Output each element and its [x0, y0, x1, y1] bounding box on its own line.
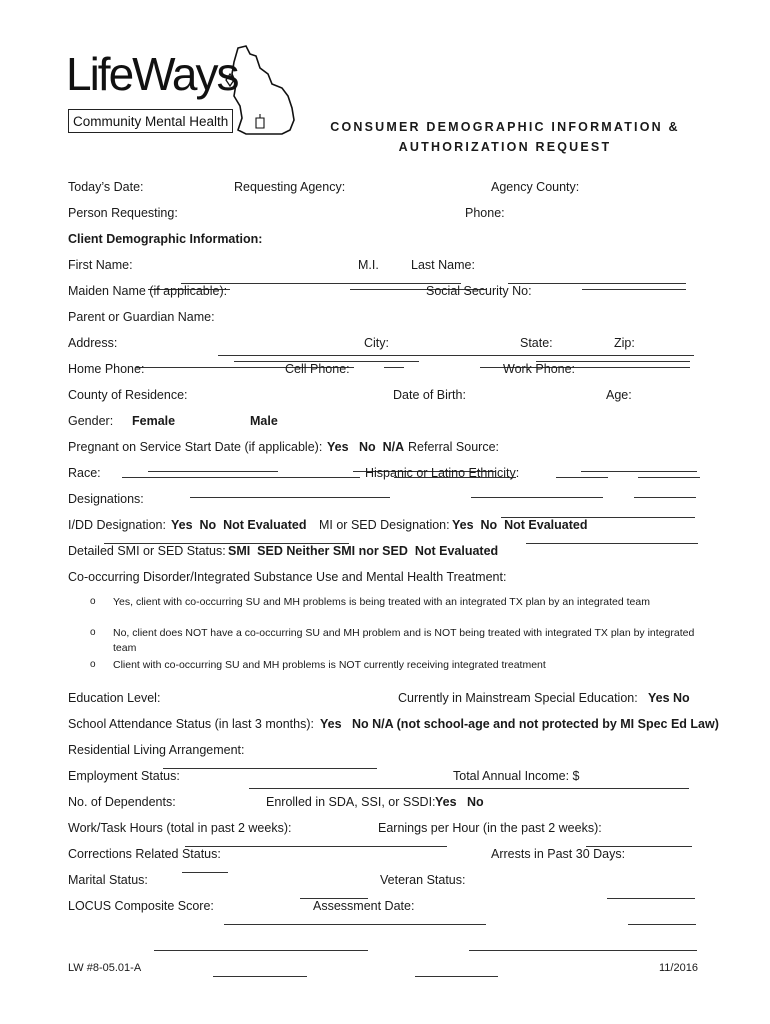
gender-label: Gender:: [68, 414, 114, 428]
zip-label: Zip:: [614, 336, 635, 350]
designations-label: Designations:: [68, 492, 144, 506]
corrections-label: Corrections Related Status:: [68, 847, 221, 861]
form-date: 11/2016: [659, 962, 698, 974]
residential-label: Residential Living Arrangement:: [68, 743, 245, 757]
form-title-line2: AUTHORIZATION REQUEST: [398, 140, 612, 154]
todays-date-label: Today’s Date:: [68, 180, 144, 194]
logo-name: LifeWays: [66, 48, 238, 100]
age-label: Age:: [606, 388, 632, 402]
address-field[interactable]: [122, 477, 360, 478]
age-field[interactable]: [634, 497, 696, 498]
smi-status-options[interactable]: SMI SED Neither SMI nor SED Not Evaluated: [228, 544, 499, 558]
work-hours-label: Work/Task Hours (total in past 2 weeks):: [68, 821, 292, 835]
hispanic-field[interactable]: [526, 543, 698, 544]
dependents-label: No. of Dependents:: [68, 795, 176, 809]
cell-phone-label: Cell Phone:: [285, 362, 350, 376]
assessment-date-field[interactable]: [415, 976, 498, 977]
locus-field[interactable]: [213, 976, 307, 977]
agency-county-field[interactable]: [582, 289, 686, 290]
home-phone-field[interactable]: [148, 471, 278, 472]
ssn-label: Social Security No:: [426, 284, 532, 298]
zip-field[interactable]: [638, 477, 700, 478]
dob-label: Date of Birth:: [393, 388, 466, 402]
assessment-date-label: Assessment Date:: [313, 899, 415, 913]
pregnant-options[interactable]: Yes No N/A: [327, 440, 405, 454]
work-phone-field[interactable]: [581, 471, 697, 472]
arrests-field[interactable]: [628, 924, 696, 925]
mi-label: M.I.: [358, 258, 379, 272]
county-residence-label: County of Residence:: [68, 388, 188, 402]
state-field[interactable]: [556, 477, 608, 478]
logo-subtitle: Community Mental Health: [68, 109, 233, 133]
enrolled-label: Enrolled in SDA, SSI, or SSDI:: [266, 795, 436, 809]
school-attendance-label: School Attendance Status (in last 3 months):: [68, 717, 314, 731]
residential-field[interactable]: [249, 788, 689, 789]
gender-female-option[interactable]: Female: [132, 414, 176, 428]
agency-county-label: Agency County:: [491, 180, 580, 194]
state-label: State:: [520, 336, 553, 350]
income-label: Total Annual Income: $: [453, 769, 580, 783]
mi-field[interactable]: [384, 367, 404, 368]
mi-sed-options[interactable]: Yes No Not Evaluated: [452, 518, 588, 532]
mainstream-label: Currently in Mainstream Special Education:: [398, 691, 638, 705]
idd-label: I/DD Designation:: [68, 518, 166, 532]
idd-options[interactable]: Yes No Not Evaluated: [171, 518, 307, 532]
school-attendance-options[interactable]: Yes No N/A (not school-age and not protected by MI Spec Ed Law): [320, 717, 719, 731]
hispanic-label: Hispanic or Latino Ethnicity:: [365, 466, 520, 480]
cooccurring-bullet-2[interactable]: o: [90, 627, 96, 638]
cooccurring-bullet-3[interactable]: o: [90, 659, 96, 670]
maiden-name-label: Maiden Name (if applicable):: [68, 284, 228, 298]
smi-status-label: Detailed SMI or SED Status:: [68, 544, 226, 558]
form-number: LW #8-05.01-A: [68, 962, 142, 974]
phone-label: Phone:: [465, 206, 505, 220]
dob-field[interactable]: [471, 497, 603, 498]
veteran-field[interactable]: [469, 950, 697, 951]
cooccurring-option-3: Client with co-occurring SU and MH problems is NOT currently receiving integrated treatment: [113, 659, 546, 671]
marital-label: Marital Status:: [68, 873, 148, 887]
dependents-field[interactable]: [182, 872, 228, 873]
gender-male-option[interactable]: Male: [250, 414, 278, 428]
cooccurring-label: Co-occurring Disorder/Integrated Substance Use and Mental Health Treatment:: [68, 570, 507, 584]
city-label: City:: [364, 336, 389, 350]
employment-label: Employment Status:: [68, 769, 180, 783]
locus-label: LOCUS Composite Score:: [68, 899, 214, 913]
race-label: Race:: [68, 466, 101, 480]
parent-guardian-field[interactable]: [218, 355, 694, 356]
arrests-label: Arrests in Past 30 Days:: [491, 847, 626, 861]
last-name-label: Last Name:: [411, 258, 475, 272]
corrections-field[interactable]: [224, 924, 486, 925]
requesting-agency-label: Requesting Agency:: [234, 180, 346, 194]
address-label: Address:: [68, 336, 118, 350]
veteran-label: Veteran Status:: [380, 873, 466, 887]
county-residence-field[interactable]: [190, 497, 390, 498]
mi-sed-label: MI or SED Designation:: [319, 518, 450, 532]
form-title-line1: CONSUMER DEMOGRAPHIC INFORMATION &: [330, 120, 680, 134]
home-phone-label: Home Phone:: [68, 362, 145, 376]
parent-guardian-label: Parent or Guardian Name:: [68, 310, 215, 324]
mainstream-options[interactable]: Yes No: [648, 691, 690, 705]
employment-field[interactable]: [185, 846, 447, 847]
education-label: Education Level:: [68, 691, 161, 705]
michigan-map-icon: [216, 44, 306, 139]
cooccurring-bullet-1[interactable]: o: [90, 596, 96, 607]
cooccurring-option-1: Yes, client with co-occurring SU and MH problems is being treated with an integrated TX plan by an integrated team: [113, 596, 650, 608]
phone-field[interactable]: [508, 283, 686, 284]
first-name-label: First Name:: [68, 258, 133, 272]
referral-source-label: Referral Source:: [408, 440, 500, 454]
education-field[interactable]: [163, 768, 377, 769]
earnings-label: Earnings per Hour (in the past 2 weeks):: [378, 821, 602, 835]
pregnant-label: Pregnant on Service Start Date (if applicable):: [68, 440, 323, 454]
work-phone-label: Work Phone:: [503, 362, 576, 376]
client-demographic-heading: Client Demographic Information:: [68, 232, 263, 246]
earnings-field[interactable]: [607, 898, 695, 899]
lifeways-logo: [66, 44, 306, 144]
person-requesting-label: Person Requesting:: [68, 206, 178, 220]
marital-field[interactable]: [154, 950, 368, 951]
cooccurring-option-2: No, client does NOT have a co-occurring SU and MH problem and is NOT being treated with integrated TX plan by integrated team: [113, 627, 695, 654]
enrolled-options[interactable]: Yes No: [435, 795, 484, 809]
